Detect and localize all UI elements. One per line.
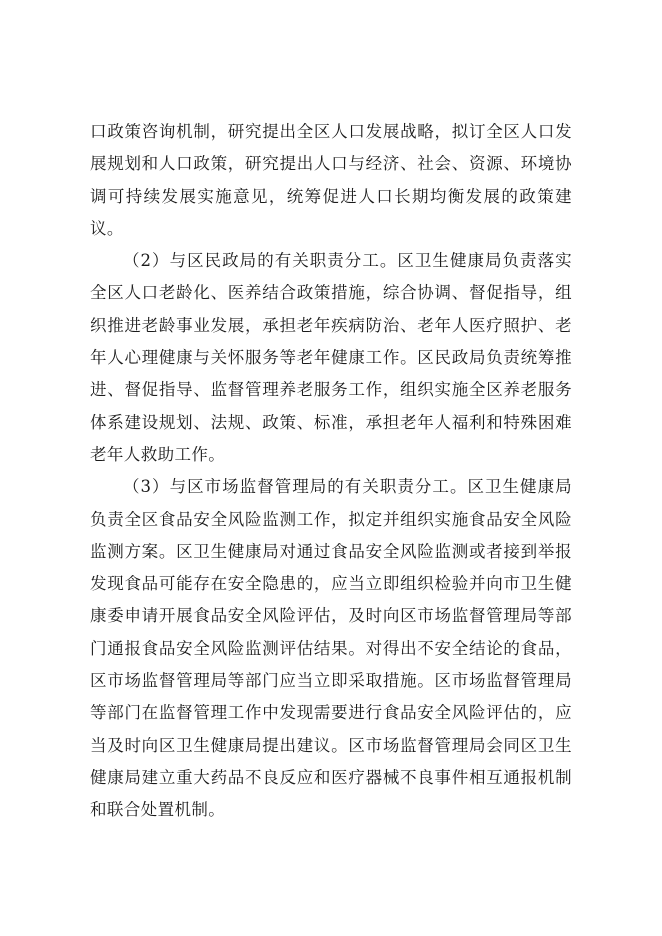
paragraph-continuation: 口政策咨询机制，研究提出全区人口发展战略，拟订全区人口发展规划和人口政策，研究提出人口与经济、社会、资源、环境协调可持续发展实施意见，统筹促进人口长期均衡发展的政策建议。 [90, 122, 572, 238]
document-body [90, 116, 572, 827]
paragraph-market-supervision: （3）与区市场监督管理局的有关职责分工。区卫生健康局负责全区食品安全风险监测工作，拟定并组织实施食品安全风险监测方案。区卫生健康局对通过食品安全风险监测或者接到举报发现食品可能存在安全隐患的，应当立即组织检验并向市卫生健康委申请开展食品安全风险评估，及时向区市场监督管理局等部门通报食品安全风险监测评估结果。对得出不安全结论的食品，区市场监督管理局等部门应当立即采取措施。区市场监督管理局等部门在监督管理工作中发现需要进行食品安全风险评估的，应当及时向区卫生健康局提出建议。区市场监督管理局会同区卫生健康局建立重大药品不良反应和医疗器械不良事件相互通报机制和联合处置机制。 [90, 477, 572, 820]
paragraph-civil-affairs: （2）与区民政局的有关职责分工。区卫生健康局负责落实全区人口老龄化、医养结合政策措施，综合协调、督促指导，组织推进老龄事业发展，承担老年疾病防治、老年人医疗照护、老年人心理健康与关怀服务等老年健康工作。区民政局负责统筹推进、督促指导、监督管理养老服务工作，组织实施全区养老服务体系建设规划、法规、政策、标准，承担老年人福利和特殊困难老年人救助工作。 [90, 251, 572, 464]
